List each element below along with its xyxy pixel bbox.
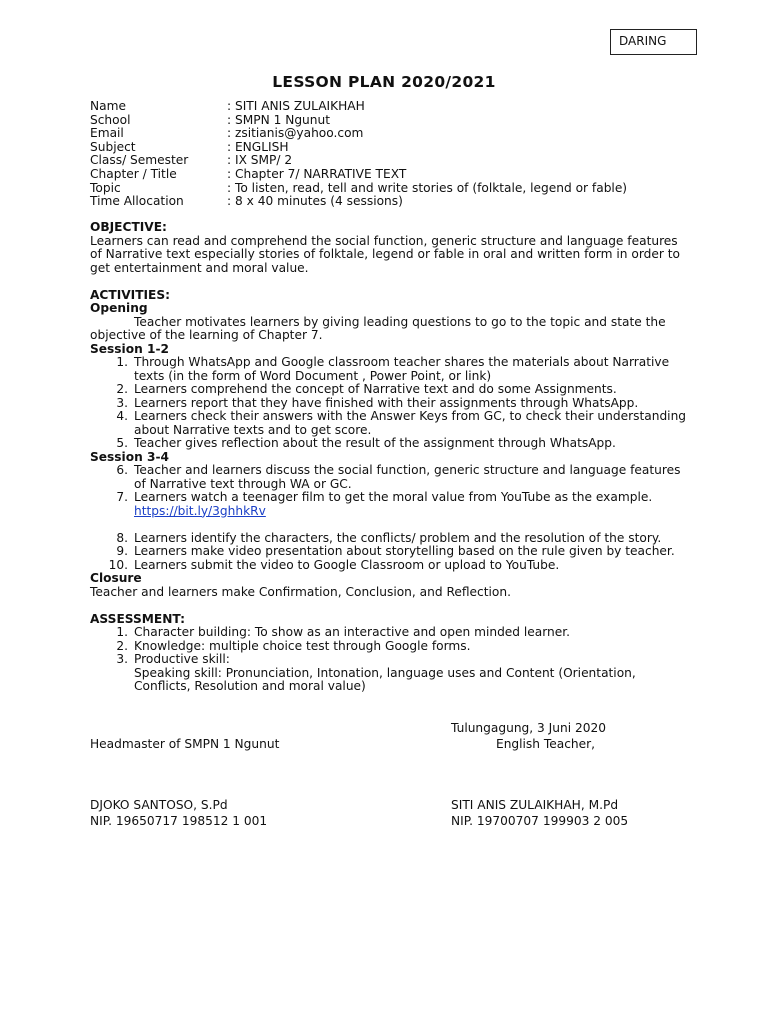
item-text: Learners comprehend the concept of Narrative text and do some Assignments. xyxy=(134,382,617,396)
info-row xyxy=(90,114,710,128)
item-text: Teacher and learners discuss the social function, generic structure and language features of Narrative text through WA or GC. xyxy=(134,463,681,491)
item-number: 7. xyxy=(116,490,128,504)
list-item xyxy=(90,383,690,397)
item-text: Through WhatsApp and Google classroom teacher shares the materials about Narrative texts (in the form of Word Document , Power Point, or link) xyxy=(134,355,670,383)
item-text: Character building: To show as an interactive and open minded learner. xyxy=(134,625,571,639)
info-row xyxy=(90,182,710,196)
info-row xyxy=(90,141,710,155)
info-value: : IX SMP/ 2 xyxy=(227,153,293,168)
assessment-list xyxy=(90,626,690,667)
item-number: 6. xyxy=(116,463,128,477)
opening-text-body: Teacher motivates learners by giving leading questions to go to the topic and state the objective of the learning of Chapter 7. xyxy=(90,314,666,342)
item-number: 2. xyxy=(116,382,128,396)
session-1-2-list xyxy=(90,356,690,451)
place-date: Tulungagung, 3 Juni 2020 xyxy=(451,721,606,735)
item-number: 2. xyxy=(116,638,128,653)
assessment-heading: ASSESSMENT: xyxy=(90,611,185,626)
opening-heading: Opening xyxy=(90,301,148,315)
info-row xyxy=(90,154,710,168)
item-number: 5. xyxy=(116,436,128,450)
item-text: Learners submit the video to Google Classroom or upload to YouTube. xyxy=(134,557,560,572)
list-item xyxy=(90,532,690,546)
info-row xyxy=(90,100,710,114)
item-number: 3. xyxy=(116,652,128,666)
item-number: 3. xyxy=(116,395,128,410)
speaking-skill-text: Speaking skill: Pronunciation, Intonation, language uses and Content (Orientation, Conflicts, Resolution and moral value) xyxy=(134,665,636,693)
item-number: 10. xyxy=(108,557,128,572)
list-item xyxy=(90,437,690,451)
info-value: : To listen, read, tell and write stories of (folktale, legend or fable) xyxy=(227,180,628,195)
info-value: : ENGLISH xyxy=(227,139,289,154)
objective-heading: OBJECTIVE: xyxy=(90,220,167,234)
list-item xyxy=(90,397,690,411)
list-item xyxy=(90,545,690,559)
objective-text: Learners can read and comprehend the social function, generic structure and language features of Narrative text especially stories of folktale, legend or fable in oral and written form in order to get entertainment and moral value. xyxy=(90,233,680,275)
closure-text: Teacher and learners make Confirmation, Conclusion, and Reflection. xyxy=(90,584,511,599)
item-text: Learners identify the characters, the conflicts/ problem and the resolution of the story. xyxy=(134,530,662,545)
closure-heading: Closure xyxy=(90,571,142,585)
teacher-name: SITI ANIS ZULAIKHAH, M.Pd xyxy=(451,798,619,812)
teacher-nip: NIP. 19700707 199903 2 005 xyxy=(451,814,629,828)
headmaster-name: DJOKO SANTOSO, S.Pd xyxy=(90,798,228,812)
list-item xyxy=(90,626,690,640)
item-text: Learners check their answers with the Answer Keys from GC, to check their understanding about Narrative texts and to get score. xyxy=(134,409,687,437)
headmaster-role: Headmaster of SMPN 1 Ngunut xyxy=(90,737,280,751)
list-item xyxy=(90,356,690,383)
info-label: Time Allocation xyxy=(90,194,184,209)
session-3-4-heading: Session 3-4 xyxy=(90,449,170,464)
item-text: Learners watch a teenager film to get the moral value from YouTube as the example. xyxy=(134,490,653,504)
info-value: : SMPN 1 Ngunut xyxy=(227,112,331,127)
info-row xyxy=(90,195,710,209)
item-number: 4. xyxy=(116,409,128,423)
item-number: 1. xyxy=(116,625,128,639)
info-label: Subject xyxy=(90,139,136,154)
session-3-4-list-continued xyxy=(90,532,690,573)
list-item xyxy=(90,640,690,654)
link-line xyxy=(90,505,690,519)
teacher-role: English Teacher, xyxy=(496,737,596,751)
info-label: Class/ Semester xyxy=(90,153,189,168)
item-number: 1. xyxy=(116,355,128,369)
session-1-2-heading: Session 1-2 xyxy=(90,341,170,356)
info-value: : zsitianis@yahoo.com xyxy=(227,126,364,141)
opening-text xyxy=(90,316,690,343)
headmaster-nip: NIP. 19650717 198512 1 001 xyxy=(90,814,268,828)
session-3-4-list xyxy=(90,464,690,505)
info-label: Name xyxy=(90,99,126,113)
info-value: : SITI ANIS ZULAIKHAH xyxy=(227,99,365,113)
list-item xyxy=(90,653,690,667)
list-item xyxy=(90,559,690,573)
item-text: Knowledge: multiple choice test through Google forms. xyxy=(134,638,471,653)
info-label: Chapter / Title xyxy=(90,166,177,181)
info-row xyxy=(90,168,710,182)
identity-table xyxy=(90,100,710,209)
list-item xyxy=(90,410,690,437)
info-value: : Chapter 7/ NARRATIVE TEXT xyxy=(227,166,407,181)
item-text: Teacher gives reflection about the result of the assignment through WhatsApp. xyxy=(134,436,616,450)
item-number: 9. xyxy=(116,544,128,558)
list-item xyxy=(90,464,690,491)
youtube-film-link[interactable]: https://bit.ly/3ghhkRv xyxy=(134,503,266,518)
item-text: Learners report that they have finished with their assignments through WhatsApp. xyxy=(134,395,639,410)
item-number: 8. xyxy=(116,530,128,545)
info-value: : 8 x 40 minutes (4 sessions) xyxy=(227,194,403,209)
mode-badge: DARING xyxy=(610,29,697,55)
info-row xyxy=(90,127,710,141)
item-text: Learners make video presentation about storytelling based on the rule given by teacher. xyxy=(134,544,675,558)
activities-heading: ACTIVITIES: xyxy=(90,287,171,302)
main-content xyxy=(90,221,690,694)
item-text: Productive skill: xyxy=(134,652,230,666)
info-label: School xyxy=(90,112,131,127)
list-item xyxy=(90,491,690,505)
document-title: LESSON PLAN 2020/2021 xyxy=(272,73,496,91)
info-label: Topic xyxy=(90,180,121,195)
info-label: Email xyxy=(90,126,124,141)
